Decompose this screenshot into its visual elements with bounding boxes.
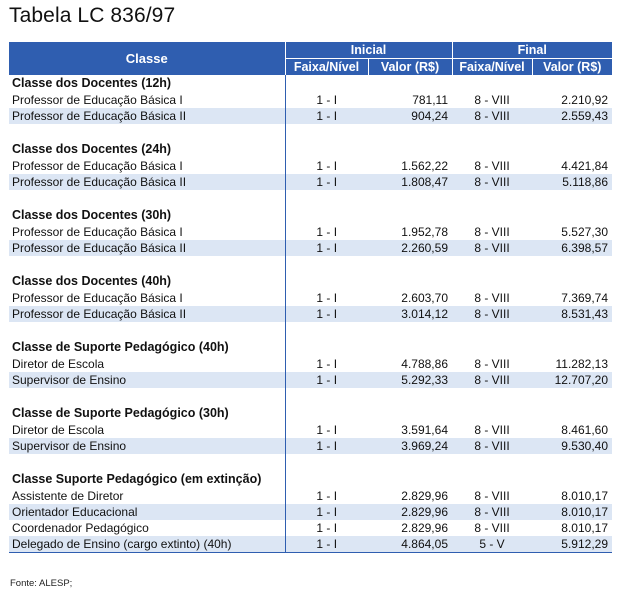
final-valor-cell: 8.461,60 [561, 423, 609, 437]
spacer-row [9, 256, 612, 273]
group-title: Classe dos Docentes (30h) [12, 208, 172, 222]
header-inicial-faixa: Faixa/Nível [285, 59, 368, 76]
group-title: Classe dos Docentes (40h) [12, 274, 172, 288]
salary-table [9, 42, 612, 553]
group-fill [285, 273, 612, 290]
inicial-faixa-cell: 1 - I [285, 356, 368, 372]
table-row [9, 306, 612, 322]
group-fill [285, 141, 612, 158]
inicial-faixa-cell: 1 - I [285, 504, 368, 520]
inicial-valor-cell: 1.952,78 [401, 225, 448, 239]
table-row [9, 158, 612, 174]
header-classe: Classe [9, 42, 285, 75]
inicial-faixa-cell: 1 - I [285, 174, 368, 190]
spacer-cell [285, 322, 612, 339]
final-faixa-cell: 8 - VIII [474, 159, 510, 173]
row-label: Orientador Educacional [9, 504, 285, 520]
table-row [9, 108, 612, 124]
spacer-cell [285, 454, 612, 471]
group-fill [285, 207, 612, 224]
group-title: Classe dos Docentes (24h) [12, 142, 172, 156]
final-faixa-cell: 8 - VIII [452, 306, 532, 322]
inicial-faixa-cell: 1 - I [285, 158, 368, 174]
row-label: Professor de Educação Básica II [9, 174, 285, 190]
final-valor-cell: 5.912,29 [532, 536, 612, 553]
spacer-cell [9, 124, 285, 141]
spacer-cell [285, 388, 612, 405]
inicial-faixa-cell: 1 - I [285, 240, 368, 256]
final-faixa-cell: 8 - VIII [474, 291, 510, 305]
table-row [9, 488, 612, 504]
row-label: Supervisor de Ensino [9, 438, 285, 454]
row-label: Professor de Educação Básica II [9, 306, 285, 322]
group-title: Classe de Suporte Pedagógico (30h) [12, 406, 229, 420]
final-valor-cell: 6.398,57 [532, 240, 612, 256]
inicial-faixa-cell: 1 - I [285, 108, 368, 124]
header-final: Final [452, 42, 612, 59]
row-label: Professor de Educação Básica I [12, 225, 183, 239]
inicial-valor-cell: 781,11 [412, 93, 448, 107]
final-valor-cell: 8.010,17 [561, 521, 609, 535]
inicial-valor-cell: 3.014,12 [368, 306, 452, 322]
header-row-top [9, 42, 612, 59]
group-title: Classe de Suporte Pedagógico (40h) [12, 340, 229, 354]
spacer-cell [9, 322, 285, 339]
inicial-valor-cell: 2.829,96 [368, 504, 452, 520]
inicial-faixa-cell: 1 - I [285, 224, 368, 240]
inicial-faixa-cell: 1 - I [285, 92, 368, 108]
inicial-faixa-cell: 1 - I [285, 372, 368, 388]
table-row [9, 536, 612, 553]
spacer-cell [285, 256, 612, 273]
final-faixa-cell: 8 - VIII [474, 93, 510, 107]
group-row [9, 207, 612, 224]
final-faixa-cell: 8 - VIII [474, 225, 510, 239]
table-row [9, 174, 612, 190]
group-fill [285, 405, 612, 422]
final-faixa-cell: 8 - VIII [474, 489, 510, 503]
group-row [9, 339, 612, 356]
final-valor-cell: 2.559,43 [532, 108, 612, 124]
final-faixa-cell: 8 - VIII [474, 521, 510, 535]
header-final-valor: Valor (R$) [532, 59, 612, 76]
table-row [9, 240, 612, 256]
spacer-cell [285, 190, 612, 207]
spacer-cell [9, 256, 285, 273]
spacer-row [9, 388, 612, 405]
group-row [9, 141, 612, 158]
inicial-valor-cell: 1.808,47 [368, 174, 452, 190]
final-faixa-cell: 8 - VIII [452, 108, 532, 124]
inicial-valor-cell: 3.969,24 [368, 438, 452, 454]
final-valor-cell: 5.118,86 [532, 174, 612, 190]
row-label: Assistente de Diretor [12, 489, 124, 503]
row-label: Diretor de Escola [12, 423, 105, 437]
group-fill [285, 339, 612, 356]
group-row [9, 273, 612, 290]
final-faixa-cell: 8 - VIII [452, 504, 532, 520]
inicial-faixa-cell: 1 - I [285, 290, 368, 306]
final-faixa-cell: 8 - VIII [452, 174, 532, 190]
spacer-cell [285, 124, 612, 141]
row-label: Professor de Educação Básica I [12, 93, 183, 107]
row-label: Supervisor de Ensino [9, 372, 285, 388]
inicial-faixa-cell: 1 - I [285, 422, 368, 438]
table-row [9, 290, 612, 306]
spacer-cell [9, 454, 285, 471]
final-valor-cell: 2.210,92 [561, 93, 609, 107]
table-row [9, 92, 612, 108]
inicial-valor-cell: 5.292,33 [368, 372, 452, 388]
inicial-valor-cell: 4.788,86 [401, 357, 448, 371]
final-valor-cell: 9.530,40 [532, 438, 612, 454]
row-label: Coordenador Pedagógico [12, 521, 149, 535]
table-body [9, 75, 612, 553]
final-valor-cell: 8.010,17 [532, 504, 612, 520]
row-label: Professor de Educação Básica I [12, 291, 183, 305]
group-row [9, 405, 612, 422]
table-row [9, 372, 612, 388]
table-row [9, 224, 612, 240]
final-valor-cell: 4.421,84 [561, 159, 609, 173]
inicial-valor-cell: 904,24 [368, 108, 452, 124]
table-row [9, 356, 612, 372]
group-row [9, 471, 612, 488]
page-title: Tabela LC 836/97 [9, 4, 176, 27]
group-fill [285, 75, 612, 92]
group-title: Classe Suporte Pedagógico (em extinção) [12, 472, 262, 486]
header-final-faixa: Faixa/Nível [452, 59, 532, 76]
inicial-faixa-cell: 1 - I [285, 488, 368, 504]
row-label: Professor de Educação Básica I [12, 159, 183, 173]
inicial-valor-cell: 2.829,96 [401, 521, 448, 535]
table-row [9, 504, 612, 520]
spacer-row [9, 190, 612, 207]
table-row [9, 422, 612, 438]
row-label: Professor de Educação Básica II [9, 108, 285, 124]
header-inicial-valor: Valor (R$) [368, 59, 452, 76]
table-row [9, 438, 612, 454]
final-faixa-cell: 8 - VIII [474, 423, 510, 437]
inicial-valor-cell: 3.591,64 [401, 423, 448, 437]
final-faixa-cell: 8 - VIII [452, 372, 532, 388]
final-faixa-cell: 5 - V [452, 536, 532, 553]
source-note: Fonte: ALESP; [10, 578, 73, 589]
group-fill [285, 471, 612, 488]
final-valor-cell: 12.707,20 [532, 372, 612, 388]
group-title: Classe dos Docentes (12h) [12, 76, 172, 90]
final-valor-cell: 5.527,30 [561, 225, 609, 239]
header-inicial: Inicial [285, 42, 452, 59]
row-label: Delegado de Ensino (cargo extinto) (40h) [9, 536, 285, 553]
inicial-valor-cell: 2.603,70 [401, 291, 448, 305]
final-valor-cell: 7.369,74 [561, 291, 609, 305]
row-label: Professor de Educação Básica II [9, 240, 285, 256]
inicial-valor-cell: 4.864,05 [368, 536, 452, 553]
inicial-faixa-cell: 1 - I [285, 438, 368, 454]
spacer-row [9, 322, 612, 339]
inicial-valor-cell: 2.260,59 [368, 240, 452, 256]
inicial-valor-cell: 2.829,96 [401, 489, 448, 503]
inicial-valor-cell: 1.562,22 [401, 159, 448, 173]
spacer-row [9, 454, 612, 471]
group-row [9, 75, 612, 92]
final-faixa-cell: 8 - VIII [452, 240, 532, 256]
spacer-cell [9, 388, 285, 405]
final-valor-cell: 11.282,13 [555, 357, 609, 371]
inicial-faixa-cell: 1 - I [285, 520, 368, 536]
spacer-cell [9, 190, 285, 207]
row-label: Diretor de Escola [12, 357, 105, 371]
final-faixa-cell: 8 - VIII [474, 357, 510, 371]
inicial-faixa-cell: 1 - I [285, 306, 368, 322]
final-valor-cell: 8.531,43 [532, 306, 612, 322]
inicial-faixa-cell: 1 - I [285, 536, 368, 553]
final-faixa-cell: 8 - VIII [452, 438, 532, 454]
table-row [9, 520, 612, 536]
final-valor-cell: 8.010,17 [561, 489, 609, 503]
spacer-row [9, 124, 612, 141]
